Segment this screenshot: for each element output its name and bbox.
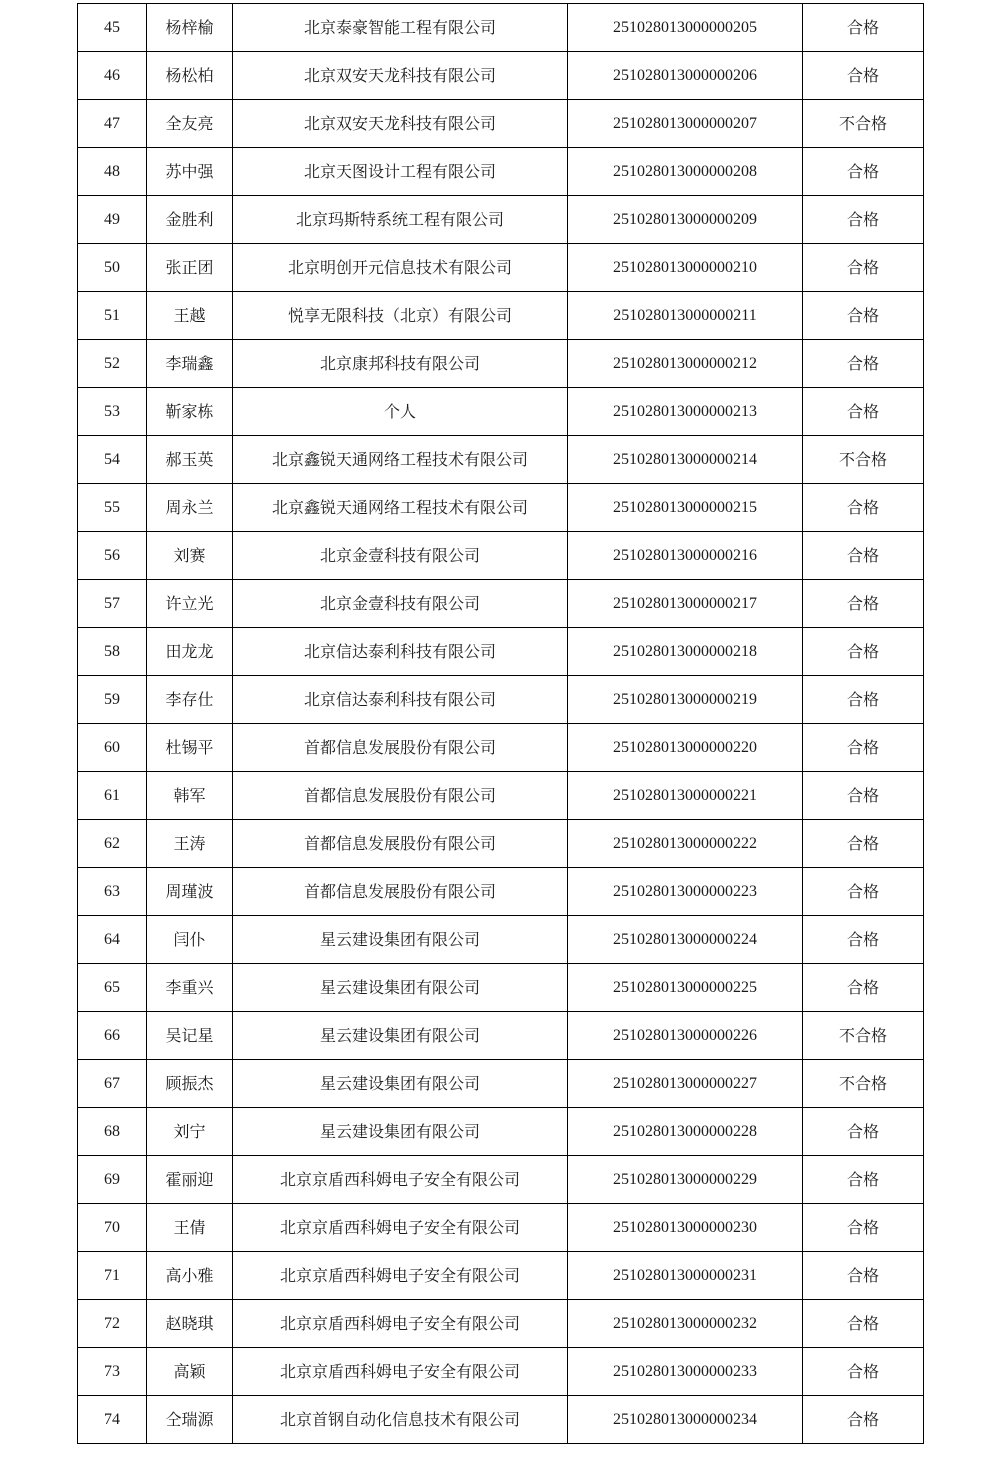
person-name-cell: 高小雅: [147, 1252, 233, 1300]
table-row: [78, 628, 924, 676]
result-cell: 合格: [803, 820, 924, 868]
company-cell: 个人: [233, 388, 568, 436]
table-row: [78, 868, 924, 916]
result-cell: 合格: [803, 1252, 924, 1300]
result-cell: 合格: [803, 1396, 924, 1444]
row-number-cell: 58: [78, 628, 147, 676]
row-number-cell: 51: [78, 292, 147, 340]
company-cell: 星云建设集团有限公司: [233, 1108, 568, 1156]
company-cell: 北京鑫锐天通网络工程技术有限公司: [233, 436, 568, 484]
table-row: [78, 292, 924, 340]
company-cell: 首都信息发展股份有限公司: [233, 772, 568, 820]
company-cell: 北京明创开元信息技术有限公司: [233, 244, 568, 292]
row-number-cell: 67: [78, 1060, 147, 1108]
company-cell: 首都信息发展股份有限公司: [233, 724, 568, 772]
result-cell: 合格: [803, 868, 924, 916]
certificate-number-cell: 251028013000000230: [568, 1204, 803, 1252]
result-cell: 合格: [803, 964, 924, 1012]
person-name-cell: 田龙龙: [147, 628, 233, 676]
company-cell: 北京金壹科技有限公司: [233, 580, 568, 628]
row-number-cell: 65: [78, 964, 147, 1012]
table-row: [78, 1252, 924, 1300]
company-cell: 北京双安天龙科技有限公司: [233, 52, 568, 100]
person-name-cell: 李瑞鑫: [147, 340, 233, 388]
certificate-number-cell: 251028013000000229: [568, 1156, 803, 1204]
person-name-cell: 杨梓榆: [147, 4, 233, 52]
row-number-cell: 45: [78, 4, 147, 52]
table-row: [78, 1204, 924, 1252]
table-row: [78, 820, 924, 868]
company-cell: 北京信达泰利科技有限公司: [233, 676, 568, 724]
company-cell: 悦享无限科技（北京）有限公司: [233, 292, 568, 340]
company-cell: 星云建设集团有限公司: [233, 1012, 568, 1060]
row-number-cell: 59: [78, 676, 147, 724]
row-number-cell: 52: [78, 340, 147, 388]
result-cell: 合格: [803, 916, 924, 964]
person-name-cell: 顾振杰: [147, 1060, 233, 1108]
company-cell: 星云建设集团有限公司: [233, 916, 568, 964]
certificate-number-cell: 251028013000000222: [568, 820, 803, 868]
result-cell: 合格: [803, 196, 924, 244]
company-cell: 星云建设集团有限公司: [233, 964, 568, 1012]
row-number-cell: 70: [78, 1204, 147, 1252]
table-row: [78, 532, 924, 580]
person-name-cell: 张正团: [147, 244, 233, 292]
row-number-cell: 53: [78, 388, 147, 436]
row-number-cell: 68: [78, 1108, 147, 1156]
row-number-cell: 54: [78, 436, 147, 484]
certificate-number-cell: 251028013000000219: [568, 676, 803, 724]
certificate-number-cell: 251028013000000213: [568, 388, 803, 436]
result-cell: 合格: [803, 148, 924, 196]
company-cell: 北京京盾西科姆电子安全有限公司: [233, 1252, 568, 1300]
result-cell: 合格: [803, 244, 924, 292]
company-cell: 北京康邦科技有限公司: [233, 340, 568, 388]
row-number-cell: 66: [78, 1012, 147, 1060]
person-name-cell: 杨松柏: [147, 52, 233, 100]
row-number-cell: 69: [78, 1156, 147, 1204]
result-cell: 合格: [803, 676, 924, 724]
result-cell: 合格: [803, 580, 924, 628]
company-cell: 北京信达泰利科技有限公司: [233, 628, 568, 676]
row-number-cell: 55: [78, 484, 147, 532]
person-name-cell: 周永兰: [147, 484, 233, 532]
row-number-cell: 62: [78, 820, 147, 868]
company-cell: 北京金壹科技有限公司: [233, 532, 568, 580]
certificate-number-cell: 251028013000000214: [568, 436, 803, 484]
result-cell: 合格: [803, 1204, 924, 1252]
result-cell: 合格: [803, 1108, 924, 1156]
person-name-cell: 刘宁: [147, 1108, 233, 1156]
certificate-number-cell: 251028013000000231: [568, 1252, 803, 1300]
result-cell: 合格: [803, 1300, 924, 1348]
row-number-cell: 47: [78, 100, 147, 148]
result-cell: 合格: [803, 772, 924, 820]
results-table: [77, 3, 924, 1444]
table-row: [78, 148, 924, 196]
certificate-number-cell: 251028013000000216: [568, 532, 803, 580]
company-cell: 北京京盾西科姆电子安全有限公司: [233, 1204, 568, 1252]
table-row: [78, 484, 924, 532]
person-name-cell: 周瑾波: [147, 868, 233, 916]
certificate-number-cell: 251028013000000218: [568, 628, 803, 676]
table-row: [78, 436, 924, 484]
person-name-cell: 苏中强: [147, 148, 233, 196]
certificate-number-cell: 251028013000000221: [568, 772, 803, 820]
company-cell: 北京鑫锐天通网络工程技术有限公司: [233, 484, 568, 532]
company-cell: 北京首钢自动化信息技术有限公司: [233, 1396, 568, 1444]
company-cell: 北京双安天龙科技有限公司: [233, 100, 568, 148]
table-row: [78, 772, 924, 820]
certificate-number-cell: 251028013000000217: [568, 580, 803, 628]
table-row: [78, 724, 924, 772]
certificate-number-cell: 251028013000000209: [568, 196, 803, 244]
table-row: [78, 196, 924, 244]
result-cell: 合格: [803, 532, 924, 580]
person-name-cell: 刘赛: [147, 532, 233, 580]
row-number-cell: 46: [78, 52, 147, 100]
person-name-cell: 杜锡平: [147, 724, 233, 772]
table-row: [78, 4, 924, 52]
person-name-cell: 仝瑞源: [147, 1396, 233, 1444]
certificate-number-cell: 251028013000000225: [568, 964, 803, 1012]
row-number-cell: 57: [78, 580, 147, 628]
certificate-number-cell: 251028013000000207: [568, 100, 803, 148]
certificate-number-cell: 251028013000000205: [568, 4, 803, 52]
result-cell: 合格: [803, 388, 924, 436]
result-cell: 合格: [803, 724, 924, 772]
certificate-number-cell: 251028013000000215: [568, 484, 803, 532]
company-cell: 星云建设集团有限公司: [233, 1060, 568, 1108]
certificate-number-cell: 251028013000000223: [568, 868, 803, 916]
table-row: [78, 676, 924, 724]
person-name-cell: 全友亮: [147, 100, 233, 148]
person-name-cell: 王倩: [147, 1204, 233, 1252]
table-row: [78, 1012, 924, 1060]
person-name-cell: 韩军: [147, 772, 233, 820]
company-cell: 北京京盾西科姆电子安全有限公司: [233, 1300, 568, 1348]
company-cell: 北京泰豪智能工程有限公司: [233, 4, 568, 52]
certificate-number-cell: 251028013000000234: [568, 1396, 803, 1444]
person-name-cell: 王越: [147, 292, 233, 340]
certificate-number-cell: 251028013000000228: [568, 1108, 803, 1156]
certificate-number-cell: 251028013000000232: [568, 1300, 803, 1348]
result-cell: 合格: [803, 52, 924, 100]
certificate-number-cell: 251028013000000206: [568, 52, 803, 100]
row-number-cell: 63: [78, 868, 147, 916]
result-cell: 合格: [803, 4, 924, 52]
row-number-cell: 71: [78, 1252, 147, 1300]
result-cell: 合格: [803, 292, 924, 340]
person-name-cell: 高颖: [147, 1348, 233, 1396]
person-name-cell: 赵晓琪: [147, 1300, 233, 1348]
person-name-cell: 金胜利: [147, 196, 233, 244]
person-name-cell: 郝玉英: [147, 436, 233, 484]
table-row: [78, 340, 924, 388]
table-row: [78, 244, 924, 292]
table-row: [78, 964, 924, 1012]
certificate-number-cell: 251028013000000210: [568, 244, 803, 292]
result-cell: 合格: [803, 484, 924, 532]
row-number-cell: 49: [78, 196, 147, 244]
person-name-cell: 李存仕: [147, 676, 233, 724]
certificate-number-cell: 251028013000000226: [568, 1012, 803, 1060]
row-number-cell: 73: [78, 1348, 147, 1396]
certificate-number-cell: 251028013000000220: [568, 724, 803, 772]
certificate-number-cell: 251028013000000224: [568, 916, 803, 964]
row-number-cell: 48: [78, 148, 147, 196]
row-number-cell: 74: [78, 1396, 147, 1444]
table-row: [78, 1156, 924, 1204]
company-cell: 北京玛斯特系统工程有限公司: [233, 196, 568, 244]
person-name-cell: 靳家栋: [147, 388, 233, 436]
row-number-cell: 56: [78, 532, 147, 580]
result-cell: 不合格: [803, 100, 924, 148]
results-table-body: [78, 4, 924, 1444]
result-cell: 不合格: [803, 1060, 924, 1108]
result-cell: 合格: [803, 1348, 924, 1396]
person-name-cell: 王涛: [147, 820, 233, 868]
company-cell: 北京天图设计工程有限公司: [233, 148, 568, 196]
person-name-cell: 闫仆: [147, 916, 233, 964]
certificate-number-cell: 251028013000000211: [568, 292, 803, 340]
person-name-cell: 许立光: [147, 580, 233, 628]
result-cell: 合格: [803, 628, 924, 676]
person-name-cell: 吴记星: [147, 1012, 233, 1060]
result-cell: 合格: [803, 1156, 924, 1204]
certificate-number-cell: 251028013000000227: [568, 1060, 803, 1108]
row-number-cell: 60: [78, 724, 147, 772]
table-row: [78, 1300, 924, 1348]
result-cell: 不合格: [803, 1012, 924, 1060]
table-row: [78, 100, 924, 148]
certificate-number-cell: 251028013000000212: [568, 340, 803, 388]
company-cell: 北京京盾西科姆电子安全有限公司: [233, 1348, 568, 1396]
row-number-cell: 50: [78, 244, 147, 292]
person-name-cell: 李重兴: [147, 964, 233, 1012]
person-name-cell: 霍丽迎: [147, 1156, 233, 1204]
certificate-number-cell: 251028013000000208: [568, 148, 803, 196]
result-cell: 合格: [803, 340, 924, 388]
table-row: [78, 52, 924, 100]
table-row: [78, 916, 924, 964]
table-row: [78, 1060, 924, 1108]
table-row: [78, 580, 924, 628]
company-cell: 北京京盾西科姆电子安全有限公司: [233, 1156, 568, 1204]
table-row: [78, 1348, 924, 1396]
result-cell: 不合格: [803, 436, 924, 484]
company-cell: 首都信息发展股份有限公司: [233, 868, 568, 916]
results-table-container: [77, 3, 923, 1444]
row-number-cell: 64: [78, 916, 147, 964]
table-row: [78, 388, 924, 436]
table-row: [78, 1396, 924, 1444]
certificate-number-cell: 251028013000000233: [568, 1348, 803, 1396]
company-cell: 首都信息发展股份有限公司: [233, 820, 568, 868]
row-number-cell: 61: [78, 772, 147, 820]
table-row: [78, 1108, 924, 1156]
row-number-cell: 72: [78, 1300, 147, 1348]
